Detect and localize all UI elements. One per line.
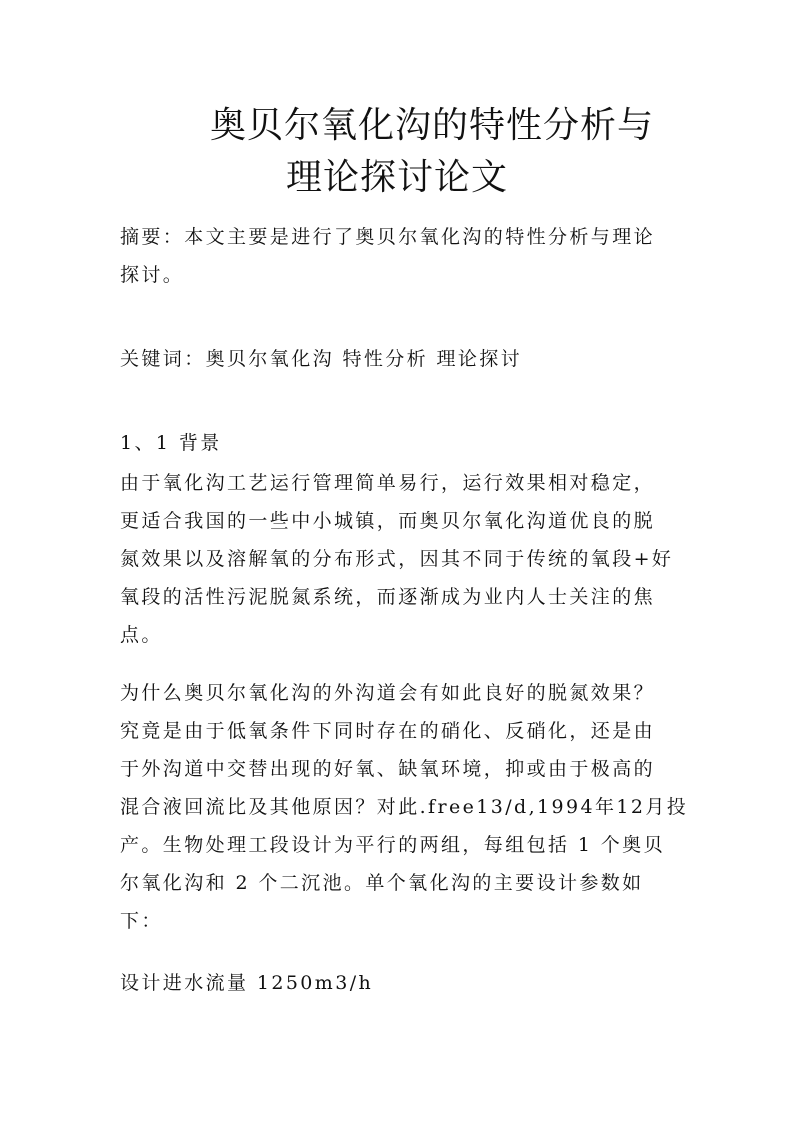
document-title-line-2: 理论探讨论文	[286, 157, 509, 198]
keywords-line: 关键词：奥贝尔氧化沟 特性分析 理论探讨	[120, 348, 523, 370]
paragraph-2	[120, 674, 689, 940]
abstract-line-1: 摘要：本文主要是进行了奥贝尔氧化沟的特性分析与理论	[120, 226, 656, 248]
paragraph-line: 尔氧化沟和 2 个二沉池。单个氧化沟的主要设计参数如	[120, 872, 644, 894]
paragraph-line: 由于氧化沟工艺运行管理简单易行，运行效果相对稳定，	[120, 472, 656, 494]
paragraph-line: 于外沟道中交替出现的好氧、缺氧环境，抑或由于极高的	[120, 758, 656, 780]
paragraph-line: 究竟是由于低氧条件下同时存在的硝化、反硝化，还是由	[120, 720, 656, 742]
abstract	[120, 218, 680, 294]
section-heading-text: 1、1 背景	[120, 432, 222, 454]
paragraph-line: 混合液回流比及其他原因？对此.free13/d,1994年12月投	[120, 796, 689, 818]
abstract-line-2: 探讨。	[120, 264, 185, 286]
paragraph-line: 更适合我国的一些中小城镇，而奥贝尔氧化沟道优良的脱	[120, 510, 656, 532]
paragraph-line: 点。	[120, 624, 163, 646]
paragraph-line: 氮效果以及溶解氧的分布形式，因其不同于传统的氧段+好	[120, 548, 674, 570]
keywords	[120, 340, 680, 378]
paragraph-line: 氧段的活性污泥脱氮系统，而逐渐成为业内人士关注的焦	[120, 586, 656, 608]
design-parameter-line: 设计进水流量 1250m3/h	[120, 972, 374, 994]
design-parameter	[120, 964, 680, 1002]
document-title-line-1: 奥贝尔氧化沟的特性分析与	[210, 105, 655, 146]
paragraph-line: 产。生物处理工段设计为平行的两组，每组包括 1 个奥贝	[120, 834, 665, 856]
paragraph-1	[120, 464, 680, 654]
section-heading	[120, 424, 680, 462]
paragraph-line: 下：	[120, 910, 163, 932]
paragraph-line: 为什么奥贝尔氧化沟的外沟道会有如此良好的脱氮效果？	[120, 682, 656, 704]
